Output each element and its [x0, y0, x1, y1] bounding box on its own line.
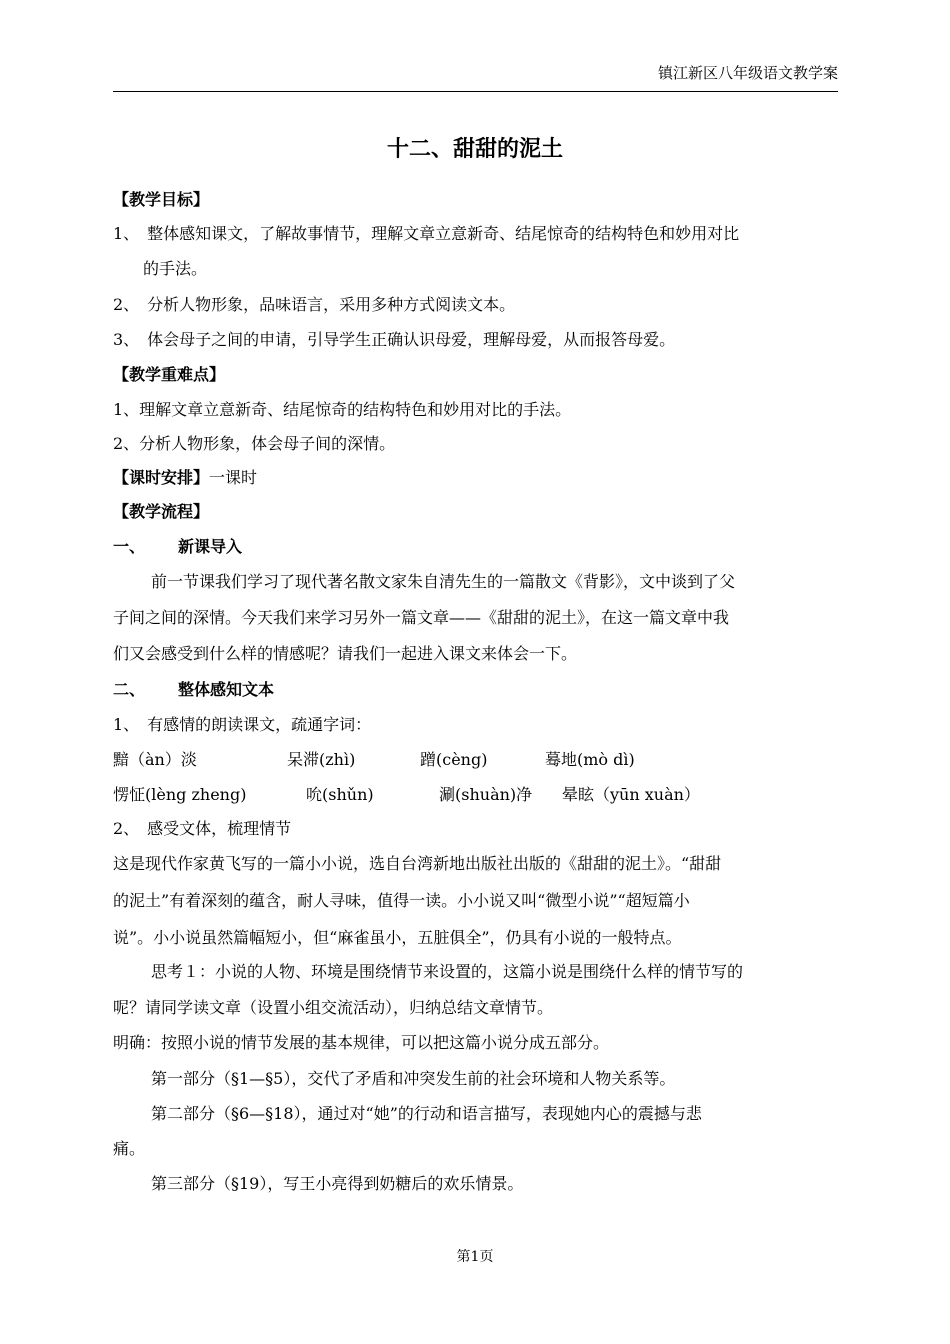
plot-part-line: 痛。: [113, 1139, 146, 1158]
page-header: 镇江新区八年级语文教学案: [113, 62, 838, 92]
objective-line: 1、 整体感知课文，了解故事情节，理解文章立意新奇、结尾惊奇的结构特色和妙用对比: [113, 224, 740, 243]
paragraph-line: 前一节课我们学习了现代著名散文家朱自清先生的一篇散文《背影》，文中谈到了父: [151, 572, 736, 591]
vocab-item: 呆滞(zhì): [287, 750, 356, 769]
keypoint-line: 1、理解文章立意新奇、结尾惊奇的结构特色和妙用对比的手法。: [113, 400, 572, 419]
plot-part-line: 第二部分（§6—§18），通过对“她”的行动和语言描写，表现她内心的震撼与悲: [151, 1104, 702, 1123]
part1-heading: [113, 535, 838, 559]
keypoint-line: 2、分析人物形象，体会母子间的深情。: [113, 434, 396, 453]
part2-heading: [113, 678, 838, 702]
objective-line: 的手法。: [143, 259, 208, 278]
vocab-item: 愣怔(lèng zheng): [113, 785, 247, 804]
part1-number: 一、: [113, 537, 146, 556]
vocab-row: [113, 783, 838, 807]
step2-line: 2、 感受文体，梳理情节: [113, 819, 292, 838]
part1-title: 新课导入: [178, 537, 243, 556]
objectives-heading: 【教学目标】: [113, 190, 210, 209]
plot-part-line: 第三部分（§19），写王小亮得到奶糖后的欢乐情景。: [151, 1174, 524, 1193]
schedule-value: 一课时: [209, 468, 258, 487]
paragraph-line: 们又会感受到什么样的情感呢？请我们一起进入课文来体会一下。: [113, 644, 578, 663]
vocab-row: [113, 748, 838, 772]
part2-number: 二、: [113, 680, 146, 699]
vocab-item: 吮(shǔn): [306, 785, 374, 804]
paragraph-line: 的泥土”有着深刻的蕴含，耐人寻味，值得一读。小小说又叫“微型小说”“超短篇小: [113, 891, 690, 910]
step1-line: 1、 有感情的朗读课文，疏通字词：: [113, 715, 372, 734]
schedule-row: [113, 466, 838, 490]
paragraph-line: 这是现代作家黄飞写的一篇小小说，选自台湾新地出版社出版的《甜甜的泥土》。“甜甜: [113, 854, 722, 873]
paragraph-line: 子间之间的深情。今天我们来学习另外一篇文章——《甜甜的泥土》，在这一篇文章中我: [113, 608, 730, 627]
clarify-line: 明确：按照小说的情节发展的基本规律，可以把这篇小说分成五部分。: [113, 1033, 610, 1052]
objective-line: 2、 分析人物形象，品味语言，采用多种方式阅读文本。: [113, 295, 516, 314]
plot-part-line: 第一部分（§1—§5），交代了矛盾和冲突发生前的社会环境和人物关系等。: [151, 1069, 676, 1088]
think-line: 思考１：小说的人物、环境是围绕情节来设置的，这篇小说是围绕什么样的情节写的: [151, 962, 744, 981]
vocab-item: 涮(shuàn)净: [439, 785, 533, 804]
process-heading: 【教学流程】: [113, 502, 210, 521]
vocab-item: 蹭(cèng): [420, 750, 488, 769]
vocab-item: 晕眩（yūn xuàn）: [562, 785, 700, 804]
page-title: 十二、甜甜的泥土: [386, 137, 563, 162]
vocab-item: 蓦地(mò dì): [545, 750, 635, 769]
think-line: 呢？请同学读文章（设置小组交流活动），归纳总结文章情节。: [113, 998, 554, 1017]
page-number: 第1页: [456, 1249, 494, 1265]
schedule-heading: 【课时安排】: [113, 468, 210, 487]
vocab-item: 黯（àn）淡: [113, 750, 197, 769]
part2-title: 整体感知文本: [178, 680, 275, 699]
objective-line: 3、 体会母子之间的申请，引导学生正确认识母爱，理解母爱，从而报答母爱。: [113, 330, 676, 349]
paragraph-line: 说”。小小说虽然篇幅短小，但“麻雀虽小，五脏俱全”，仍具有小说的一般特点。: [113, 928, 682, 947]
keypoints-heading: 【教学重难点】: [113, 365, 226, 384]
